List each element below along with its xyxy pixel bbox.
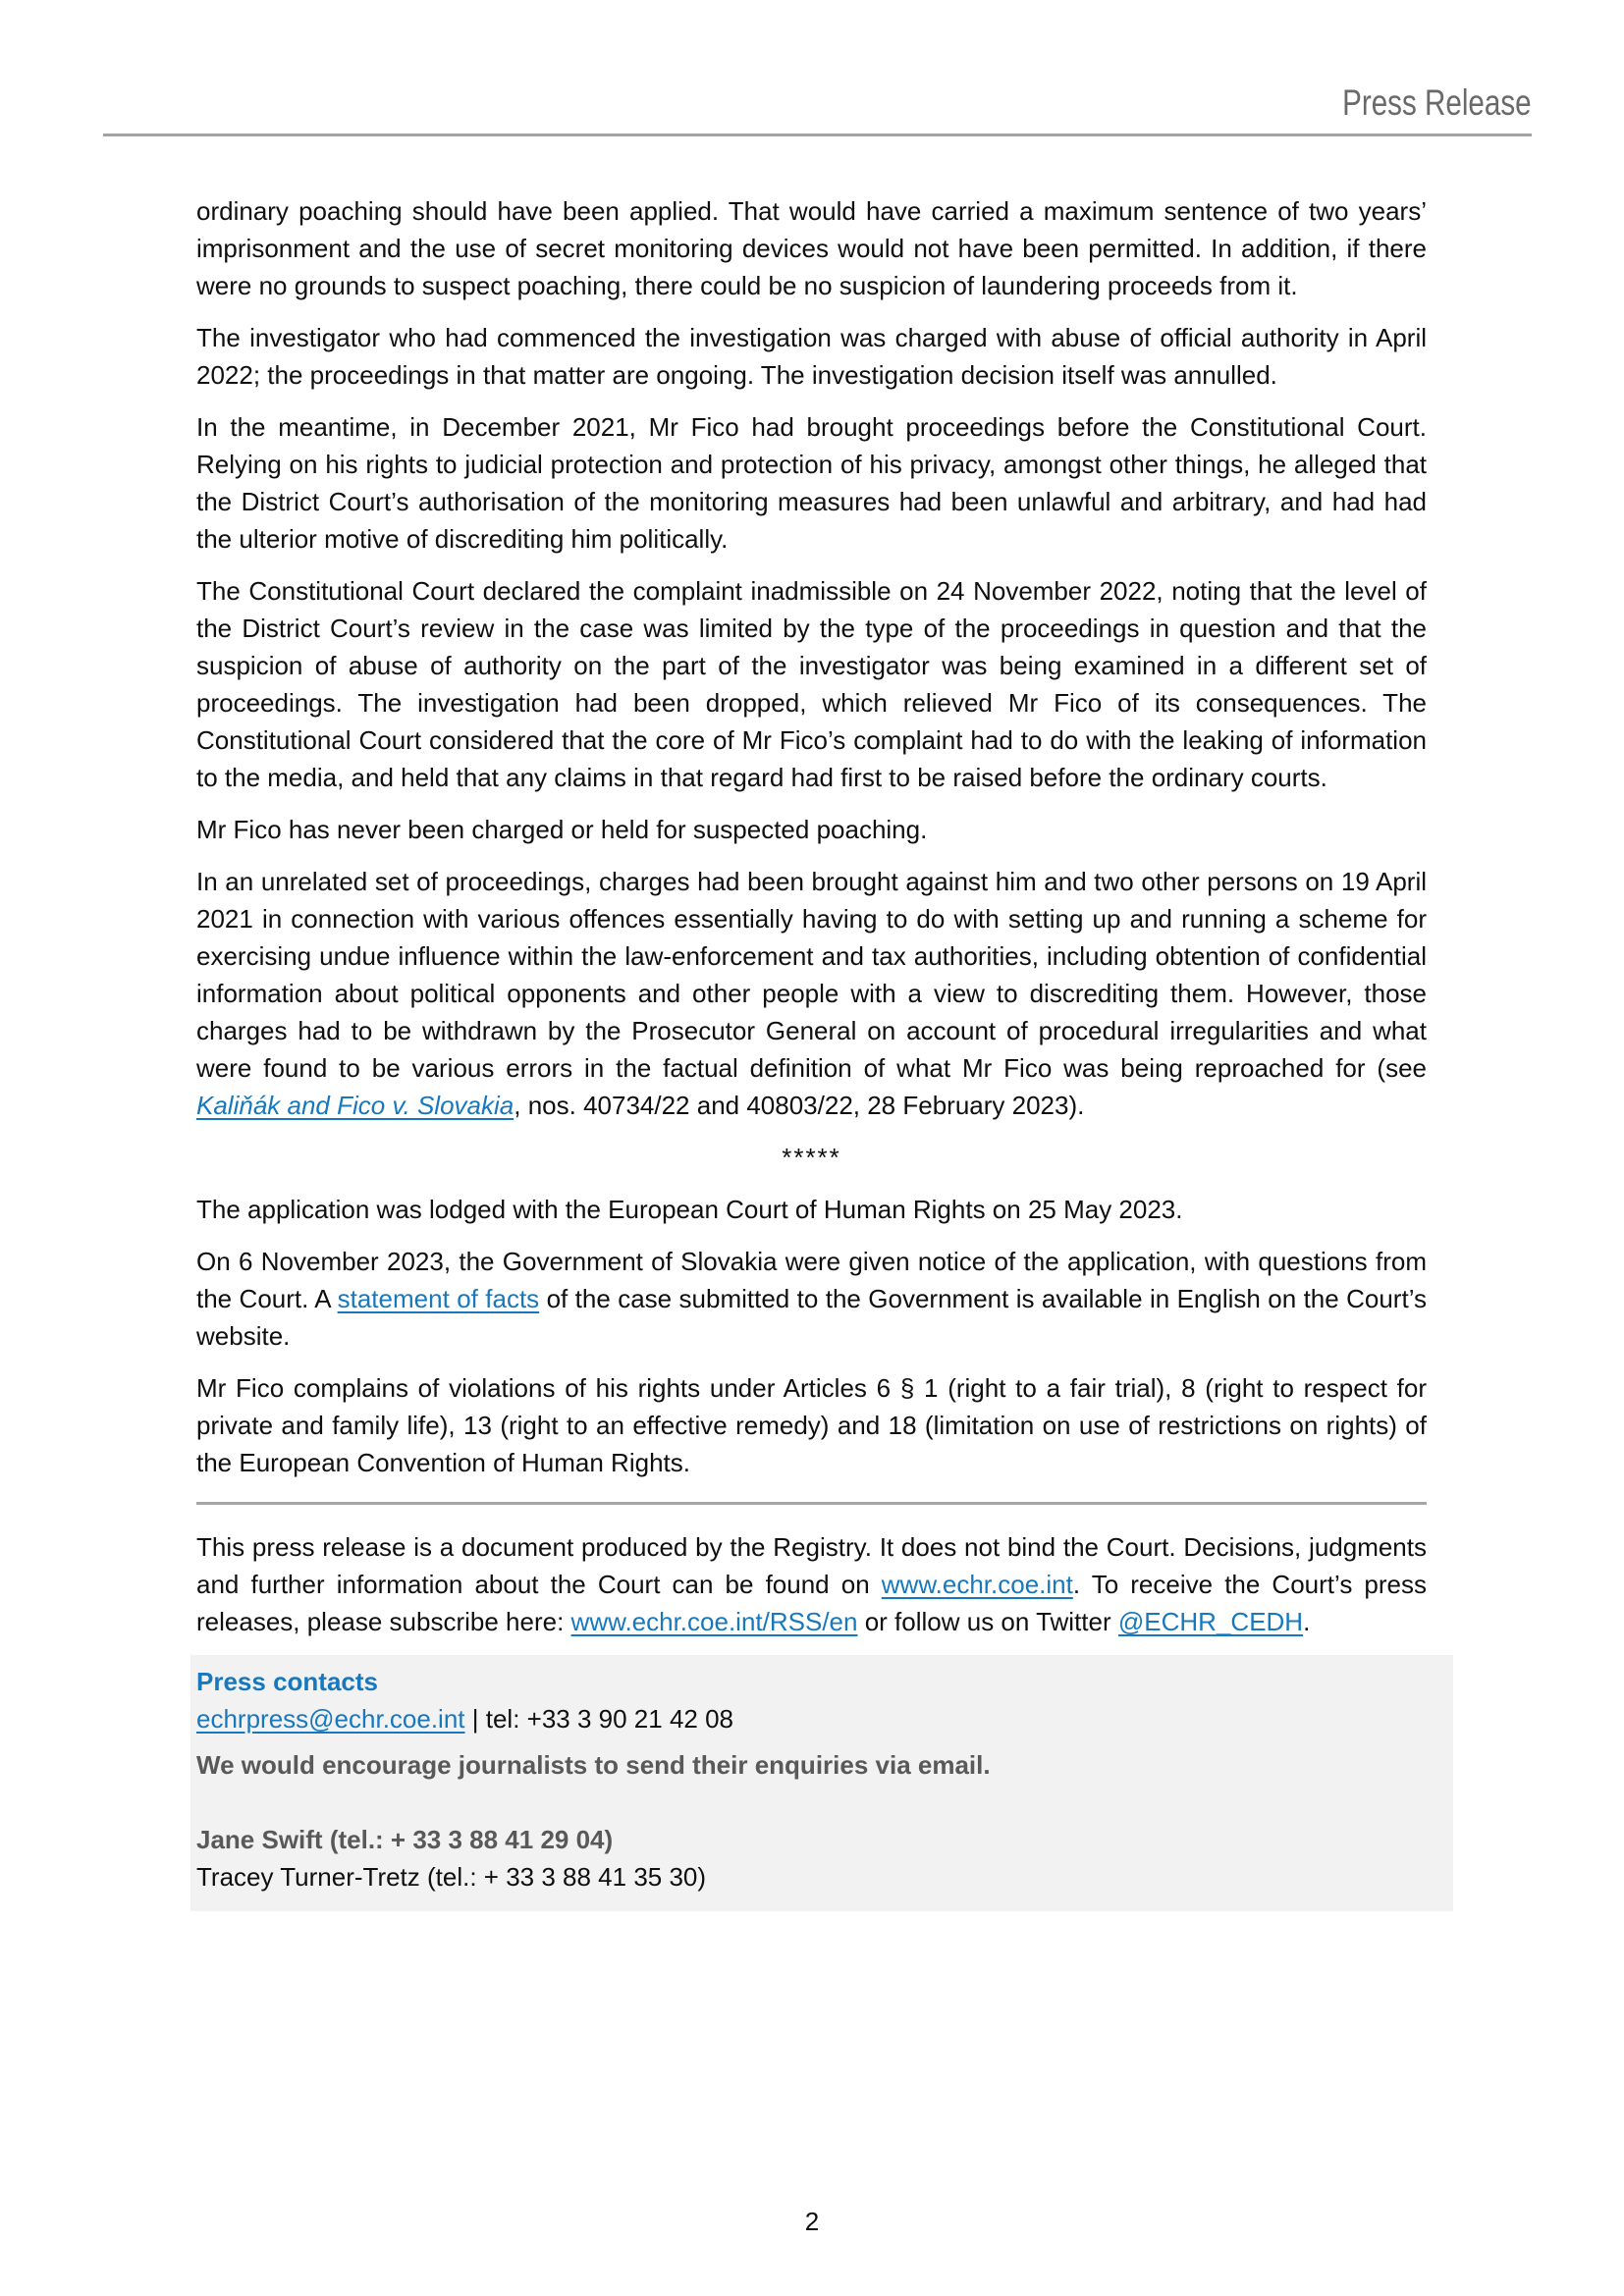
header-rule (103, 133, 1532, 136)
press-contact-list (196, 1821, 1427, 1896)
text-run: In the meantime, in December 2021, Mr Fico had brought proceedings before the Constitutional Court. Relying on his rights to judicial protection and protection of his privacy, amongst other things, he alleged that the District Court’s authorisation of the monitoring measures had been unlawful and arbitrary, and had had the ulterior motive of discrediting him politically. (196, 412, 1427, 554)
paragraph-container (196, 192, 1427, 1640)
text-run: . To receive the Court’s press releases, please subscribe here: (196, 1570, 1427, 1636)
paragraph (196, 863, 1427, 1124)
document-body (196, 192, 1427, 1911)
text-run: In an unrelated set of proceedings, charges had been brought against him and two other persons on 19 April 2021 in connection with various offences essentially having to do with setting up and running a scheme for exercising undue influence within the law-enforcement and tax authorities, including obtention of confidential information about political opponents and other people with a view to discrediting them. However, those charges had to be withdrawn by the Prosecutor General on account of procedural irregularities and what were found to be various errors in the factual definition of what Mr Fico was being reproached for (see (196, 867, 1427, 1083)
text-run: , nos. 40734/22 and 40803/22, 28 February 2023). (514, 1091, 1085, 1120)
paragraph (196, 192, 1427, 304)
text-run: of the case submitted to the Government is available in English on the Court’s website. (196, 1284, 1427, 1351)
journalist-note: We would encourage journalists to send their enquiries via email. (196, 1750, 991, 1780)
hyperlink[interactable]: www.echr.coe.int (881, 1570, 1073, 1599)
press-contact-line (196, 1700, 1427, 1737)
paragraph (196, 1243, 1427, 1355)
paragraph (196, 1369, 1427, 1481)
press-email-link[interactable]: echrpress@echr.coe.int (196, 1704, 465, 1734)
press-contacts-box (190, 1655, 1453, 1911)
text-run: . (1303, 1607, 1311, 1636)
press-contact: Jane Swift (tel.: + 33 3 88 41 29 04) (196, 1825, 614, 1854)
page-number: 2 (804, 2207, 820, 2236)
text-run: Mr Fico complains of violations of his rights under Articles 6 § 1 (right to a fair trial), 8 (right to respect for private and family life), 13 (right to an effective remedy) and 18 (limitation on use of restrictions on rights) of the European Convention of Human Rights. (196, 1373, 1427, 1477)
hyperlink[interactable]: statement of facts (337, 1284, 540, 1313)
paragraph (196, 1191, 1427, 1228)
page-title: Press Release (1342, 82, 1532, 123)
hyperlink[interactable]: @ECHR_CEDH (1117, 1607, 1304, 1636)
paragraph (196, 572, 1427, 796)
section-divider (196, 1502, 1427, 1505)
press-contact: Tracey Turner-Tretz (tel.: + 33 3 88 41 35 30) (196, 1862, 707, 1892)
text-run: This press release is a document produced by the Registry. It does not bind the Court. Decisions, judgments and further information about the Court can be found on (196, 1532, 1427, 1599)
text-run: On 6 November 2023, the Government of Slovakia were given notice of the application, with questions from the Court. A (196, 1247, 1427, 1313)
hyperlink[interactable]: Kaliňák and Fico v. Slovakia (196, 1091, 514, 1120)
text-run: The investigator who had commenced the investigation was charged with abuse of official authority in April 2022; the proceedings in that matter are ongoing. The investigation decision itself was annulled. (196, 323, 1427, 390)
asterisks-separator: ***** (782, 1143, 841, 1172)
press-contacts-heading: Press contacts (196, 1667, 378, 1696)
text-run: Mr Fico has never been charged or held for suspected poaching. (196, 815, 928, 844)
press-tel-text: | tel: +33 3 90 21 42 08 (464, 1704, 734, 1734)
paragraph (196, 1528, 1427, 1640)
paragraph (196, 408, 1427, 558)
text-run: or follow us on Twitter (857, 1607, 1118, 1636)
text-run: The application was lodged with the European Court of Human Rights on 25 May 2023. (196, 1195, 1183, 1224)
paragraph (196, 811, 1427, 848)
paragraph (196, 319, 1427, 394)
hyperlink[interactable]: www.echr.coe.int/RSS/en (570, 1607, 858, 1636)
text-run: The Constitutional Court declared the complaint inadmissible on 24 November 2022, noting that the level of the District Court’s review in the case was limited by the type of the proceedings in question and that the suspicion of abuse of authority on the part of the investigator was being examined in a different set of proceedings. The investigation had been dropped, which relieved Mr Fico of its consequences. The Constitutional Court considered that the core of Mr Fico’s complaint had to do with the leaking of information to the media, and held that any claims in that regard had first to be raised before the ordinary courts. (196, 576, 1427, 792)
text-run: ordinary poaching should have been applied. That would have carried a maximum sentence of two years’ imprisonment and the use of secret monitoring devices would not have been permitted. In addition, if there were no grounds to suspect poaching, there could be no suspicion of laundering proceeds from it. (196, 196, 1427, 300)
